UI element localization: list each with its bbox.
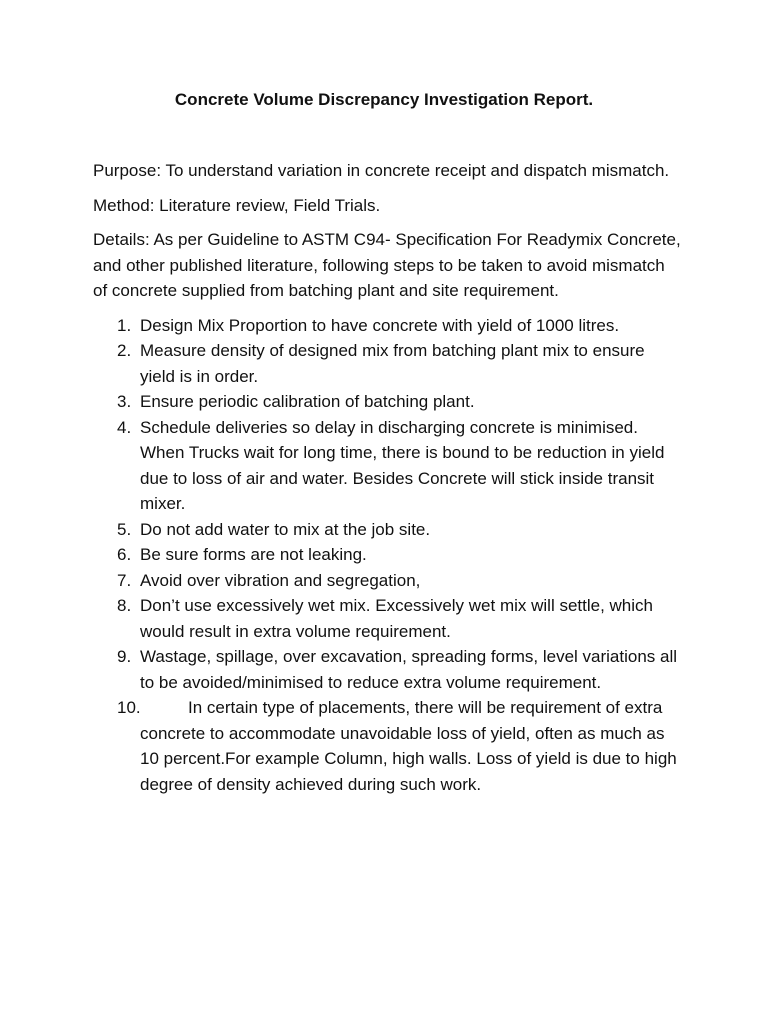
list-item-number: 2.: [117, 341, 132, 360]
list-item: [93, 593, 683, 644]
list-item-number: 8.: [117, 596, 132, 615]
list-item-text: Avoid over vibration and segregation,: [140, 570, 421, 590]
list-item: [93, 644, 683, 695]
list-item: [93, 338, 683, 389]
list-item: [93, 542, 683, 568]
list-item-text: Ensure periodic calibration of batching plant.: [140, 392, 475, 411]
list-item-number: 5.: [117, 519, 132, 539]
list-item-number: 6.: [117, 545, 132, 564]
document-body: [93, 158, 683, 797]
list-item: [93, 415, 683, 517]
list-item-number: 3.: [117, 392, 132, 411]
list-item: [93, 517, 683, 543]
list-item-text: Schedule deliveries so delay in discharging concrete is minimised. When Trucks wait for long time, there is bound to be reduction in yield due to loss of air and water. Besides Concrete will stick inside transit mixer.: [140, 417, 665, 513]
list-item-text: Don’t use excessively wet mix. Excessively wet mix will settle, which would result in extra volume requirement.: [140, 596, 653, 641]
list-item-text: In certain type of placements, there will be requirement of extra concrete to accommodate unavoidable loss of yield, often as much as 10 percent.For example Column, high walls. Loss of yield is due to high degree of density achieved during such work.: [140, 698, 677, 794]
list-item-text: Be sure forms are not leaking.: [140, 545, 367, 564]
list-item: [93, 695, 683, 797]
steps-list: [93, 313, 683, 798]
list-item: [93, 389, 683, 415]
list-item-text: Measure density of designed mix from batching plant mix to ensure yield is in order.: [140, 341, 645, 386]
list-item-number: 7.: [117, 570, 132, 590]
list-item-text: Design Mix Proportion to have concrete with yield of 1000 litres.: [140, 315, 620, 335]
list-item-number: 1.: [117, 315, 132, 335]
details-paragraph: Details: As per Guideline to ASTM C94- Specification For Readymix Concrete, and other published literature, following steps to be taken to avoid mismatch of concrete supplied from batching plant and site requirement.: [93, 230, 681, 300]
list-item-number: 10.: [117, 698, 141, 717]
method-paragraph: Method: Literature review, Field Trials.: [93, 195, 381, 215]
document-title: Concrete Volume Discrepancy Investigation Report.: [174, 90, 594, 109]
list-item-number: 4.: [117, 417, 132, 437]
list-item-text: Do not add water to mix at the job site.: [140, 519, 431, 539]
list-item-number: 9.: [117, 647, 132, 666]
list-item-text: Wastage, spillage, over excavation, spreading forms, level variations all to be avoided/minimised to reduce extra volume requirement.: [140, 647, 678, 692]
purpose-paragraph: Purpose: To understand variation in concrete receipt and dispatch mismatch.: [93, 161, 670, 180]
list-item: [93, 313, 683, 339]
list-item: [93, 568, 683, 594]
